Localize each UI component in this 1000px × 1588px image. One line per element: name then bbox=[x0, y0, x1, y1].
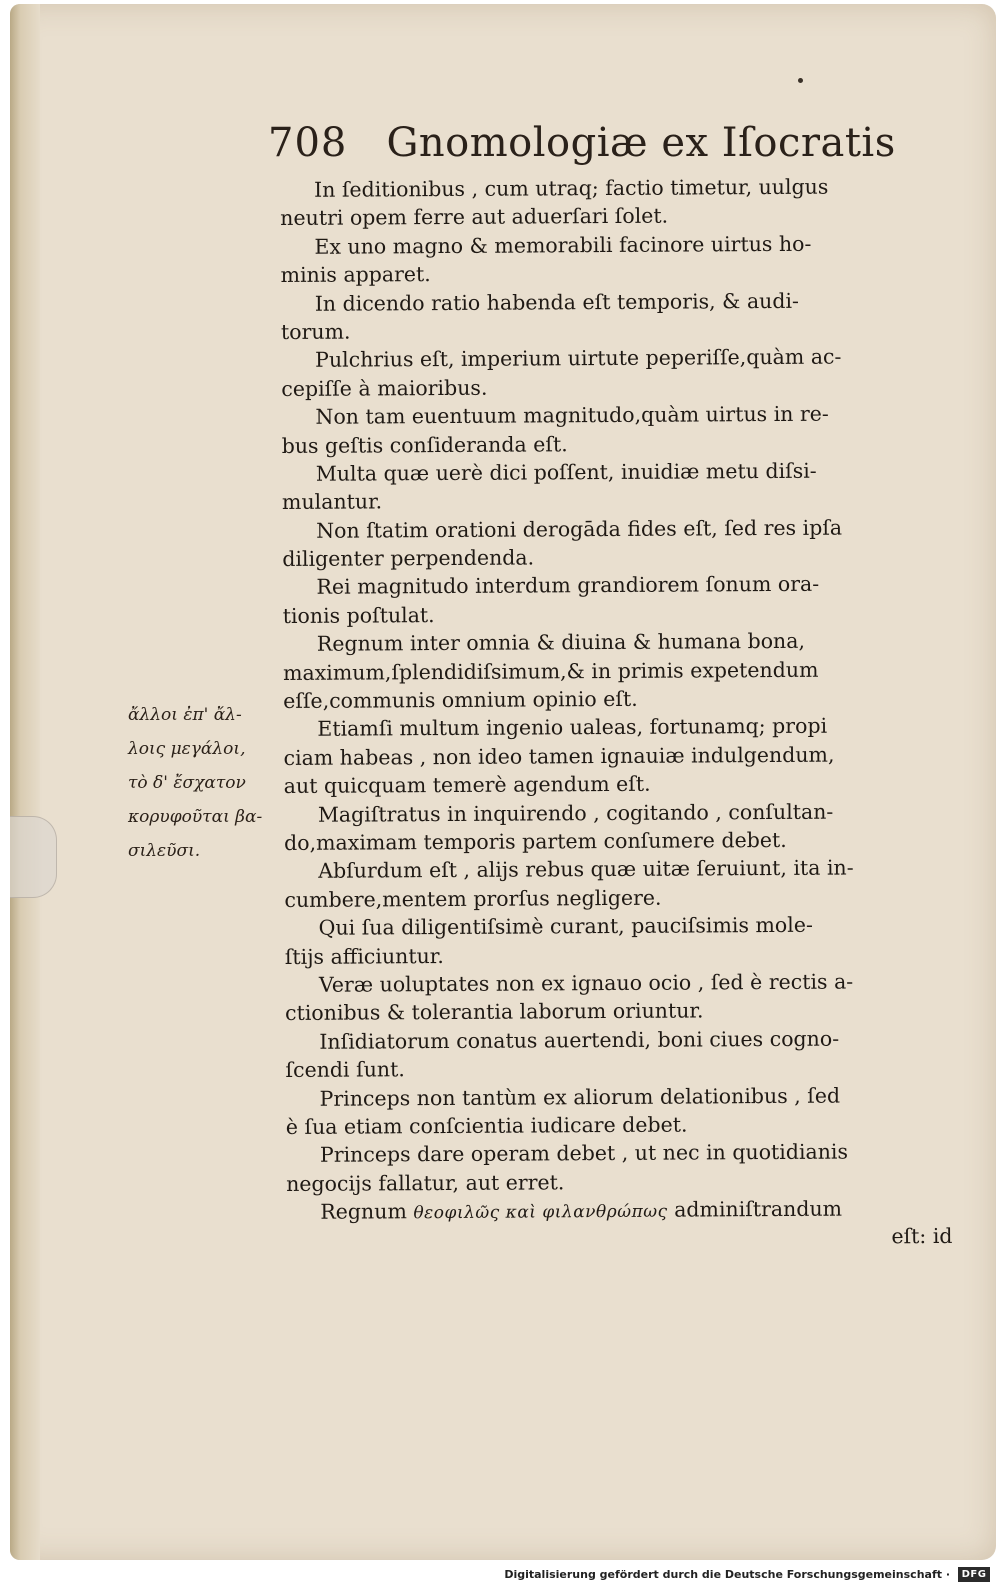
text-line: ctionibus & tolerantia laborum oriuntur. bbox=[285, 998, 704, 1026]
page-gutter-edge bbox=[10, 4, 40, 1560]
footer-bar bbox=[0, 1562, 1000, 1588]
text-line: aut quicquam temerè agendum eſt. bbox=[283, 771, 651, 799]
text-line: ſtijs afficiuntur. bbox=[284, 943, 444, 969]
margin-note-line: λοις μεγάλοι, bbox=[128, 739, 246, 759]
text-line: diligenter perpendenda. bbox=[282, 545, 535, 572]
body-text bbox=[280, 172, 977, 1255]
text-line: In dicendo ratio habenda eſt temporis, & audi- bbox=[314, 288, 800, 316]
text-line: Magiſtratus in inquirendo , cogitando , conſultan- bbox=[317, 799, 834, 827]
text-line: ciam habeas , non ideo tamen ignauiæ indulgendum, bbox=[283, 742, 835, 770]
text-line: Princeps non tantùm ex aliorum delationibus , ſed bbox=[319, 1083, 841, 1111]
text-line: Pulchrius eſt, imperium uirtute peperiſſe,quàm ac- bbox=[315, 344, 842, 373]
text-line: In ſeditionibus , cum utraq; factio timetur, uulgus bbox=[314, 174, 829, 202]
text-line: Etiamſi multum ingenio ualeas, fortunamq; propi bbox=[317, 714, 828, 742]
text-line: Abſurdum eſt , alijs rebus quæ uitæ ſeruiunt, ita in- bbox=[318, 855, 854, 884]
text-line: maximum,ſplendidiſsimum,& in primis expetendum bbox=[282, 657, 819, 685]
text-line: cepiſſe à maioribus. bbox=[281, 375, 488, 401]
last-line-end: adminiſtrandum bbox=[674, 1196, 843, 1222]
text-line: Veræ uoluptates non ex ignauo ocio , ſed è rectis a- bbox=[318, 969, 854, 997]
text-line: Princeps dare operam debet , ut nec in quotidianis bbox=[319, 1139, 849, 1168]
text-line: Regnum inter omnia & diuina & humana bona, bbox=[316, 629, 806, 657]
text-line: Ex uno magno & memorabili facinore uirtus ho- bbox=[314, 231, 812, 259]
text-line: do,maximam temporis partem conſumere debet. bbox=[284, 827, 787, 855]
text-line: minis apparet. bbox=[280, 262, 431, 288]
margin-note-line: ἄλλοι ἐπ' ἄλ- bbox=[128, 705, 242, 725]
text-line: Multa quæ uerè dici poſſent, inuidiæ metu diſsi- bbox=[315, 458, 817, 486]
paper-tab bbox=[10, 816, 57, 898]
margin-note bbox=[128, 698, 288, 868]
text-line: mulantur. bbox=[281, 489, 383, 515]
text-line: eſſe,communis omnium opinio eſt. bbox=[283, 686, 638, 714]
text-line: Non ſtatim orationi derogāda fides eſt, ſed res ipſa bbox=[316, 515, 843, 543]
page-header bbox=[268, 120, 896, 166]
margin-note-line: κορυφοῦται βα- bbox=[128, 807, 263, 827]
ink-dot bbox=[798, 78, 803, 83]
dfg-logo: DFG bbox=[958, 1567, 990, 1582]
last-line-start: Regnum bbox=[320, 1199, 407, 1224]
text-line: tionis poſtulat. bbox=[282, 602, 435, 628]
text-line: ſcendi ſunt. bbox=[285, 1057, 405, 1083]
text-line: torum. bbox=[280, 319, 351, 344]
text-line: Non tam euentuum magnitudo,quàm uirtus in re- bbox=[315, 401, 829, 429]
text-line-last bbox=[286, 1194, 976, 1227]
greek-phrase: θεοφιλῶς καὶ φιλανθρώπως bbox=[413, 1201, 668, 1224]
margin-note-line: τὸ δ' ἔσχατον bbox=[128, 773, 246, 793]
text-line: negocijs fallatur, aut erret. bbox=[286, 1169, 565, 1196]
text-line: neutri opem ferre aut aduerſari ſolet. bbox=[280, 204, 669, 231]
margin-note-line: σιλεῦσι. bbox=[128, 841, 201, 861]
text-line: cumbere,mentem prorſus negligere. bbox=[284, 885, 662, 912]
text-line: Rei magnitudo interdum grandiorem ſonum ora- bbox=[316, 572, 820, 600]
text-line: è ſua etiam conſcientia iudicare debet. bbox=[285, 1112, 688, 1139]
text-line: Qui ſua diligentiſsimè curant, pauciſsimis mole- bbox=[318, 912, 813, 940]
text-line: bus geſtis conſideranda eſt. bbox=[281, 431, 568, 458]
page-number: 708 bbox=[268, 120, 348, 166]
funding-credit: Digitalisierung gefördert durch die Deutsche Forschungsgemeinschaft · bbox=[504, 1568, 950, 1581]
running-title: Gnomologiæ ex Iſocratis bbox=[386, 120, 896, 166]
catchword: eſt: id bbox=[891, 1224, 953, 1249]
text-line: Inſidiatorum conatus auertendi, boni ciues cogno- bbox=[319, 1026, 840, 1054]
